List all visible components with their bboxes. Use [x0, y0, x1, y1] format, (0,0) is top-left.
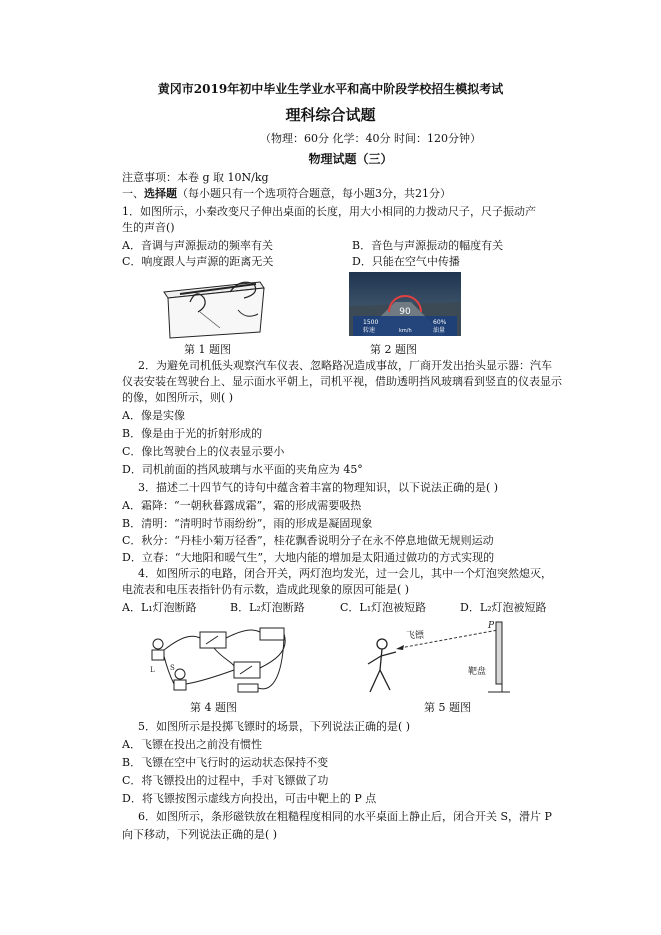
q5-stem: 5．如图所示是投掷飞镖时的场景，下列说法正确的是( )	[138, 720, 411, 733]
hud-rpm-value: 1500	[363, 319, 379, 326]
q6-stem-line1: 6．如图所示，条形磁铁放在粗糙程度相同的水平桌面上静止后，闭合开关 S，滑片 P	[138, 810, 552, 823]
section-label: 选择题	[144, 187, 177, 200]
q1-option-c: C．响度跟人与声源的距离无关	[122, 255, 274, 268]
section-description: （每小题只有一个选项符合题意，每小题3分，共21分）	[177, 187, 451, 200]
exam-note: 注意事项：本卷 g 取 10N/kg	[122, 171, 269, 184]
q1-stem-line2: 生的声音()	[122, 221, 175, 234]
q4-option-a: A．L₁灯泡断路	[122, 601, 197, 614]
q3-option-c: C．秋分：“丹桂小菊万径香”，桂花飘香说明分子在永不停息地做无规则运动	[122, 534, 494, 547]
fig5-point-p: P	[488, 621, 495, 631]
q2-stem-line3: 的像，如图所示，则( )	[122, 391, 234, 404]
fig5-board-label: 靶盘	[468, 667, 487, 677]
q2-option-a: A．像是实像	[122, 409, 185, 422]
q2-stem-line2: 仪表安装在驾驶台上、显示面水平朝上，司机平视，借助透明挡风玻璃看到竖直的仪表显示	[122, 375, 562, 388]
q3-option-d: D．立春：“大地阳和暖气生”，大地内能的增加是太阳通过做功的方式实现的	[122, 551, 495, 564]
svg-text:L: L	[150, 666, 155, 674]
q1-stem-line1: 1．如图所示，小秦改变尺子伸出桌面的长度，用大小相同的力拨动尺子，尺子振动产	[122, 205, 536, 218]
figure-2-caption: 第 2 题图	[370, 343, 417, 356]
section-number: 一、	[122, 187, 144, 200]
q5-option-c: C．将飞镖投出的过程中，手对飞镖做了功	[122, 774, 329, 787]
hud-speed: 90	[399, 307, 411, 317]
q2-option-d: D．司机前面的挡风玻璃与水平面的夹角应为 45°	[122, 463, 363, 476]
hud-fuel-label: 油量	[433, 327, 446, 334]
figure-4-caption: 第 4 题图	[190, 701, 237, 714]
subject-title: 理科综合试题	[285, 106, 376, 124]
q4-option-b: B．L₂灯泡断路	[230, 601, 305, 614]
figure-4-circuit-illustration	[142, 622, 292, 697]
q2-stem-line1: 2．为避免司机低头观察汽车仪表、忽略路况造成事故，厂商开发出抬头显示器：汽车	[138, 359, 552, 372]
score-info: （物理：60分 化学：40分 时间：120分钟）	[260, 132, 481, 145]
hud-rpm-label: 转速	[363, 327, 376, 334]
q4-option-c: C．L₁灯泡被短路	[340, 601, 427, 614]
q5-option-a: A．飞镖在投出之前没有惯性	[122, 738, 262, 751]
svg-text:S: S	[170, 664, 175, 672]
q1-option-d: D．只能在空气中传播	[352, 255, 460, 268]
q3-option-b: B．清明：“清明时节雨纷纷”，雨的形成是凝固现象	[122, 517, 373, 530]
figure-5-caption: 第 5 题图	[424, 701, 471, 714]
q1-option-b: B．音色与声源振动的幅度有关	[352, 239, 504, 252]
section-heading	[122, 187, 451, 201]
hud-speed-unit: km/h	[399, 328, 412, 334]
paper-title: 物理试题（三）	[308, 152, 393, 166]
q2-option-c: C．像比驾驶台上的仪表显示要小	[122, 445, 285, 458]
figure-1-caption: 第 1 题图	[184, 343, 231, 356]
q3-option-a: A．霜降：“一朝秋暮露成霜”，霜的形成需要吸热	[122, 499, 362, 512]
q5-option-d: D．将飞镖按图示虚线方向投出，可击中靶上的 P 点	[122, 792, 377, 805]
figure-1-ruler-illustration	[160, 272, 270, 340]
q3-stem: 3．描述二十四节气的诗句中蕴含着丰富的物理知识，以下说法正确的是( )	[138, 481, 499, 494]
fig5-dart-label: 飞镖	[406, 631, 425, 641]
q4-stem-line2: 电流表和电压表指针仍有示数，造成此现象的原因可能是( )	[122, 583, 410, 596]
q4-stem-line1: 4．如图所示的电路，闭合开关，两灯泡均发光，过一会儿，其中一个灯泡突然熄灭，	[138, 567, 552, 580]
figure-5-dart-illustration	[360, 618, 520, 696]
q6-stem-line2: 向下移动，下列说法正确的是( )	[122, 828, 278, 841]
q2-option-b: B．像是由于光的折射形成的	[122, 427, 263, 440]
q4-option-d: D．L₂灯泡被短路	[460, 601, 547, 614]
q1-option-a: A．音调与声源振动的频率有关	[122, 239, 273, 252]
q5-option-b: B．飞镖在空中飞行时的运动状态保持不变	[122, 756, 329, 769]
exam-title: 黄冈市2019年初中毕业生学业水平和高中阶段学校招生模拟考试	[157, 82, 504, 96]
figure-2-hud-illustration	[349, 272, 461, 336]
hud-fuel-value: 60%	[433, 319, 447, 326]
